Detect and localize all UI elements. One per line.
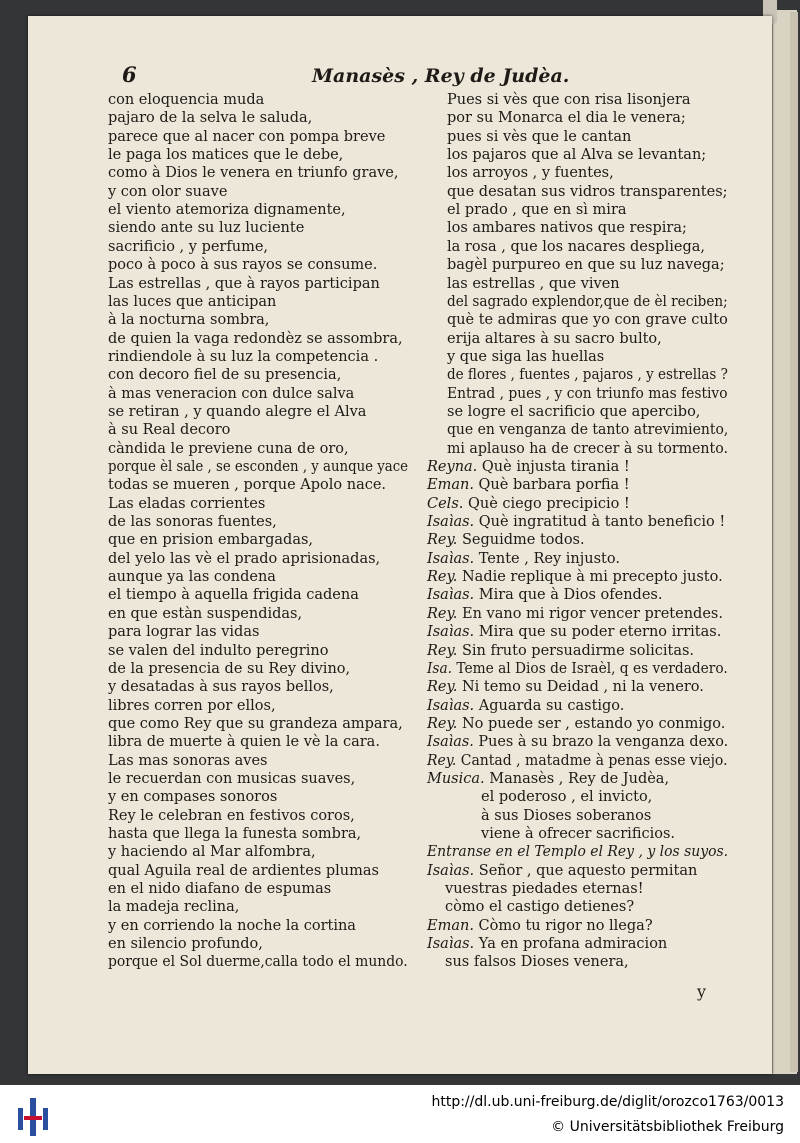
- dialogue-line: [427, 734, 728, 751]
- verse-line: aunque ya las condena: [108, 569, 276, 586]
- verse-line: y haciendo al Mar alfombra,: [108, 844, 316, 861]
- verse-line: [447, 294, 728, 311]
- dialogue-line: [427, 936, 667, 953]
- verse-line: [447, 404, 700, 421]
- speaker-label: Entranse en el Templo el Rey , y los suyos.: [427, 844, 729, 861]
- verse-line: siendo ante su luz luciente: [108, 220, 305, 237]
- dialogue-line: [427, 863, 697, 880]
- line-text: los pajaros que al Alva se levantan;: [447, 147, 707, 164]
- dialogue-line: [427, 606, 723, 623]
- verse-line: y en compases sonoros: [108, 789, 278, 806]
- speaker-label: Isaìas.: [427, 936, 475, 953]
- line-text: por su Monarca el dia le venera;: [447, 110, 686, 127]
- dialogue-line: [427, 771, 669, 788]
- line-text: los ambares nativos que respira;: [447, 220, 687, 237]
- verse-line: [445, 954, 629, 971]
- verse-line: libra de muerte à quien le vè la cara.: [108, 734, 380, 751]
- verse-line: el tiempo à aquella frigida cadena: [108, 587, 359, 604]
- line-text: En vano mi rigor vencer pretendes.: [461, 605, 723, 622]
- verse-line: [447, 110, 686, 127]
- verse-line: [447, 220, 687, 237]
- verse-line: [447, 386, 728, 403]
- line-text: del sagrado explendor,que de èl reciben;: [447, 293, 728, 310]
- line-text: el poderoso , el invicto,: [481, 789, 653, 806]
- line-text: Seguidme todos.: [461, 532, 585, 549]
- verse-line: [447, 147, 706, 164]
- line-text: Què ingratitud à tanto beneficio !: [478, 514, 726, 531]
- dialogue-line: [427, 624, 721, 641]
- dialogue-line: [427, 918, 653, 935]
- line-text: còmo el castigo detienes?: [445, 899, 635, 916]
- dialogue-line: [427, 698, 624, 715]
- verse-line: libres corren por ellos,: [108, 697, 276, 714]
- speaker-label: Eman.: [427, 917, 474, 934]
- verse-line: [447, 331, 662, 348]
- verse-line: para lograr las vidas: [108, 624, 260, 641]
- line-text: mi aplauso ha de crecer à su tormento.: [447, 440, 728, 457]
- copyright-notice: © Universitätsbibliothek Freiburg: [551, 1119, 784, 1135]
- verse-line: à mas veneracion con dulce salva: [108, 385, 355, 402]
- verse-line: [481, 808, 651, 825]
- verse-line: [447, 312, 728, 329]
- verse-line: [447, 422, 728, 439]
- speaker-label: Isaìas.: [427, 550, 475, 567]
- verse-line: se valen del indulto peregrino: [108, 642, 329, 659]
- verse-line: hasta que llega la funesta sombra,: [108, 826, 362, 842]
- speaker-label: Isaìas.: [427, 734, 474, 751]
- speaker-label: Isa.: [427, 660, 453, 677]
- verse-line: qual Aguila real de ardientes plumas: [108, 862, 379, 879]
- dialogue-line: [427, 716, 725, 733]
- line-text: Què ciego precipicio !: [467, 495, 630, 512]
- line-text: las estrellas , que viven: [447, 275, 620, 292]
- dialogue-line: [427, 514, 725, 531]
- line-text: Tente , Rey injusto.: [478, 550, 620, 567]
- verse-line: en silencio profundo,: [108, 936, 263, 953]
- verse-line: y desatadas à sus rayos bellos,: [108, 679, 334, 696]
- line-text: Teme al Dios de Israèl, q es verdadero.: [456, 660, 728, 677]
- speaker-label: Isaìas.: [427, 697, 475, 714]
- line-text: Pues à su brazo la venganza dexo.: [478, 734, 729, 751]
- line-text: Señor , que aquesto permitan: [478, 862, 698, 879]
- speaker-label: Rey.: [427, 605, 458, 622]
- running-header: Manasès , Rey de Judèa.: [312, 65, 570, 87]
- speaker-label: Isaìas.: [427, 514, 475, 531]
- line-text: que desatan sus vidros transparentes;: [447, 183, 728, 200]
- line-text: Mira que su poder eterno irritas.: [478, 624, 722, 641]
- dialogue-line: [427, 569, 723, 586]
- verse-line: y con olor suave: [108, 183, 228, 200]
- speaker-label: Rey.: [427, 752, 457, 769]
- line-text: viene à ofrecer sacrificios.: [481, 826, 676, 842]
- line-text: erija altares à su sacro bulto,: [447, 330, 662, 347]
- speaker-label: Isaìas.: [427, 862, 475, 879]
- verse-line: Las mas sonoras aves: [108, 752, 268, 769]
- line-text: bagèl purpureo en que su luz navega;: [447, 257, 725, 274]
- verse-line: [447, 441, 728, 458]
- verse-line: el viento atemoriza dignamente,: [108, 202, 346, 219]
- verse-line: le recuerdan con musicas suaves,: [108, 770, 356, 787]
- verse-line: en que estàn suspendidas,: [108, 605, 303, 622]
- dialogue-line: [427, 477, 630, 494]
- speaker-label: Rey.: [427, 569, 458, 586]
- speaker-label: Eman.: [427, 477, 474, 494]
- line-text: Pues si vès que con risa lisonjera: [447, 92, 691, 108]
- verse-line: que como Rey que su grandeza ampara,: [108, 715, 403, 732]
- verse-line: porque el Sol duerme,calla todo el mundo.: [108, 954, 408, 971]
- verse-line: pajaro de la selva le saluda,: [108, 110, 313, 127]
- line-text: Aguarda su castigo.: [478, 697, 625, 714]
- line-text: Ya en profana admiracion: [478, 936, 668, 953]
- verse-line: [481, 789, 652, 806]
- line-text: el prado , que en sì mira: [447, 202, 627, 219]
- verse-line: [445, 899, 634, 916]
- line-text: se logre el sacrificio que apercibo,: [447, 403, 701, 420]
- line-text: que en venganza de tanto atrevimiento,: [447, 422, 729, 439]
- verse-line: con eloquencia muda: [108, 92, 265, 108]
- verse-line: de las sonoras fuentes,: [108, 514, 277, 531]
- verse-line: Las eladas corrientes: [108, 495, 266, 512]
- line-text: vuestras piedades eternas!: [445, 881, 644, 898]
- line-text: Què injusta tirania !: [481, 459, 630, 475]
- line-text: Mira que à Dios ofendes.: [478, 587, 663, 604]
- verse-line: à la nocturna sombra,: [108, 312, 270, 329]
- next-page-edge-shadow: [790, 12, 798, 1072]
- verse-line: [447, 257, 725, 274]
- line-text: Nadie replique à mi precepto justo.: [461, 569, 723, 586]
- verse-line: se retiran , y quando alegre el Alva: [108, 403, 367, 420]
- line-text: sus falsos Dioses venera,: [445, 954, 629, 971]
- speaker-label: Rey.: [427, 715, 458, 732]
- dialogue-line: [427, 643, 694, 660]
- line-text: Manasès , Rey de Judèa,: [489, 770, 670, 787]
- speaker-label: Musica.: [427, 770, 485, 787]
- verse-line: [447, 349, 604, 366]
- line-text: No puede ser , estando yo conmigo.: [461, 715, 726, 732]
- verse-line: de la presencia de su Rey divino,: [108, 660, 351, 677]
- verse-line: de quien la vaga redondèz se assombra,: [108, 330, 403, 347]
- verse-line: la madeja reclina,: [108, 899, 240, 916]
- verse-line: càndida le previene cuna de oro,: [108, 440, 349, 457]
- line-text: Còmo tu rigor no llega?: [478, 917, 653, 934]
- verse-line: [447, 184, 728, 201]
- speaker-label: Rey.: [427, 642, 458, 659]
- speaker-label: Isaìas.: [427, 624, 475, 641]
- verse-line: sacrificio , y perfume,: [108, 238, 269, 255]
- verse-line: con decoro fiel de su presencia,: [108, 367, 342, 384]
- dialogue-line: [427, 679, 704, 696]
- verse-line: porque èl sale , se esconden , y aunque yace: [108, 459, 409, 475]
- speaker-label: Isaìas.: [427, 587, 475, 604]
- line-text: Què barbara porfia !: [478, 477, 630, 494]
- dialogue-line: [427, 661, 728, 678]
- verse-line: [447, 165, 614, 182]
- verse-line: Rey le celebran en festivos coros,: [108, 807, 355, 824]
- verse-line: [447, 367, 728, 384]
- verse-line: Las estrellas , que à rayos participan: [108, 275, 380, 292]
- verse-line: parece que al nacer con pompa breve: [108, 128, 386, 145]
- line-text: pues si vès que le cantan: [447, 128, 632, 145]
- verse-line: en el nido diafano de espumas: [108, 881, 332, 898]
- line-text: Sin fruto persuadirme solicitas.: [461, 642, 695, 659]
- verse-line: [447, 129, 631, 146]
- line-text: de flores , fuentes , pajaros , y estrellas ?: [447, 367, 728, 384]
- verse-line: [481, 826, 675, 843]
- verse-line: rindiendole à su luz la competencia .: [108, 348, 379, 365]
- verse-line: [447, 276, 620, 293]
- verse-line: à su Real decoro: [108, 422, 231, 439]
- line-text: què te admiras que yo con grave culto: [447, 312, 728, 329]
- speaker-label: Reyna.: [427, 459, 478, 475]
- dialogue-line: [427, 551, 620, 568]
- speaker-label: Rey.: [427, 532, 458, 549]
- speaker-label: Cels.: [427, 495, 464, 512]
- catchword: y: [697, 982, 707, 1001]
- line-text: Cantad , matadme à penas esse viejo.: [460, 752, 728, 769]
- page-number: 6: [122, 62, 137, 87]
- verse-line: poco à poco à sus rayos se consume.: [108, 257, 378, 274]
- dialogue-line: [427, 753, 728, 770]
- dialogue-line: [427, 844, 728, 861]
- line-text: Entrad , pues , y con triunfo mas festivo: [447, 385, 728, 402]
- line-text: la rosa , que los nacares despliega,: [447, 238, 705, 255]
- speaker-label: Rey.: [427, 679, 458, 696]
- dialogue-line: [427, 532, 585, 549]
- library-logo-icon: [14, 1094, 54, 1138]
- verse-line: y en corriendo la noche la cortina: [108, 917, 356, 934]
- dialogue-line: [427, 587, 662, 604]
- verse-line: [447, 92, 691, 109]
- verse-line: [445, 881, 644, 898]
- line-text: Ni temo su Deidad , ni la venero.: [461, 679, 704, 696]
- line-text: à sus Dioses soberanos: [481, 807, 652, 824]
- verse-line: que en prision embargadas,: [108, 532, 314, 549]
- line-text: los arroyos , y fuentes,: [447, 165, 614, 182]
- verse-line: le paga los matices que le debe,: [108, 147, 344, 164]
- verse-line: [447, 202, 627, 219]
- verse-line: [447, 239, 705, 256]
- verse-line: las luces que anticipan: [108, 293, 277, 310]
- line-text: y que siga las huellas: [447, 348, 605, 365]
- source-url-link[interactable]: http://dl.ub.uni-freiburg.de/diglit/orozco1763/0013: [431, 1094, 784, 1110]
- verse-line: del yelo las vè el prado aprisionadas,: [108, 550, 381, 567]
- dialogue-line: [427, 459, 630, 476]
- verse-line: como à Dios le venera en triunfo grave,: [108, 165, 399, 182]
- verse-line: todas se mueren , porque Apolo nace.: [108, 477, 387, 494]
- dialogue-line: [427, 496, 630, 513]
